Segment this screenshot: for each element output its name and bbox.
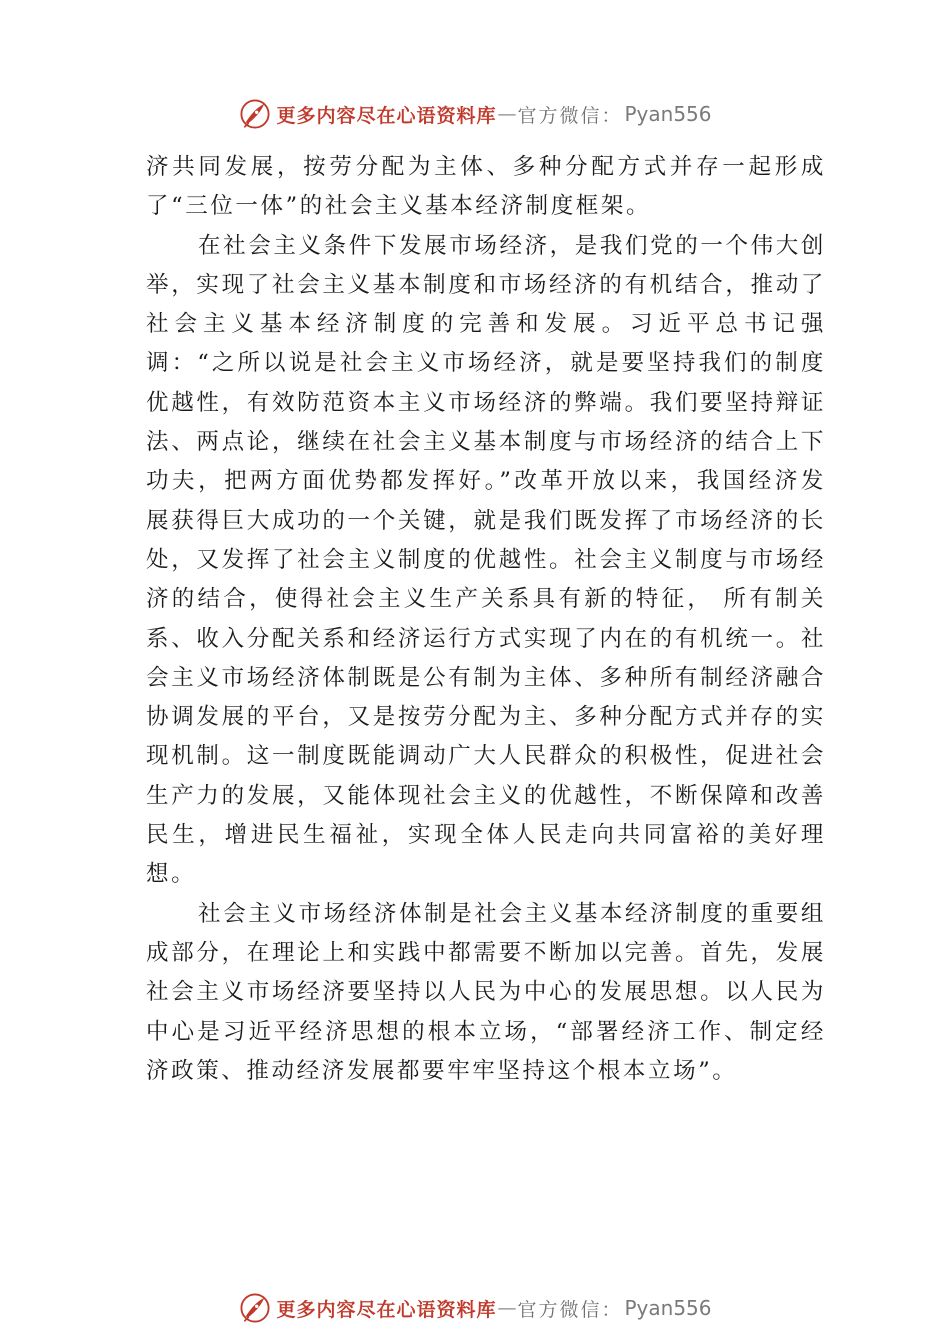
footer-wechat-id: Pyan556	[624, 1296, 712, 1320]
footer-brand-text: 更多内容尽在心语资料库	[276, 1298, 497, 1321]
pen-nib-logo-icon	[238, 97, 272, 131]
footer-wechat-label: 官方微信：	[517, 1298, 623, 1321]
paragraph-3: 社会主义市场经济体制是社会主义基本经济制度的重要组成部分，在理论上和实践中都需要不断加以完善。首先，发展社会主义市场经济要坚持以人民为中心的发展思想。以人民为中心是习近平经济思想的根本立场，“部署经济工作、制定经济政策、推动经济发展都要牢牢坚持这个根本立场”。	[146, 900, 826, 1084]
footer-dash: —	[497, 1297, 517, 1319]
paragraph-1: 济共同发展，按劳分配为主体、多种分配方式并存一起形成了“三位一体”的社会主义基本经济制度框架。	[146, 154, 826, 220]
footer-banner	[0, 1288, 950, 1328]
header-dash: —	[497, 103, 517, 125]
pen-nib-logo-icon	[238, 1291, 272, 1325]
paragraph-2: 在社会主义条件下发展市场经济，是我们党的一个伟大创举，实现了社会主义基本制度和市场经济的有机结合，推动了社会主义基本经济制度的完善和发展。习近平总书记强调：“之所以说是社会主义市场经济，就是要坚持我们的制度优越性，有效防范资本主义市场经济的弊端。我们要坚持辩证法、两点论，继续在社会主义基本制度与市场经济的结合上下功夫，把两方面优势都发挥好。”改革开放以来，我国经济发展获得巨大成功的一个关键，就是我们既发挥了市场经济的长处，又发挥了社会主义制度的优越性。社会主义制度与市场经济的结合，使得社会主义生产关系具有新的特征， 所有制关系、收入分配关系和经济运行方式实现了内在的有机统一。社会主义市场经济体制既是公有制为主体、多种所有制经济融合协调发展的平台，又是按劳分配为主、多种分配方式并存的实现机制。这一制度既能调动广大人民群众的积极性，促进社会生产力的发展，又能体现社会主义的优越性，不断保障和改善民生，增进民生福祉，实现全体人民走向共同富裕的美好理想。	[146, 232, 826, 888]
header-wechat-id: Pyan556	[624, 102, 712, 126]
header-wechat-label: 官方微信：	[517, 104, 623, 127]
header-brand-text: 更多内容尽在心语资料库	[276, 104, 497, 127]
header-banner	[0, 94, 950, 134]
document-body	[146, 148, 826, 1091]
